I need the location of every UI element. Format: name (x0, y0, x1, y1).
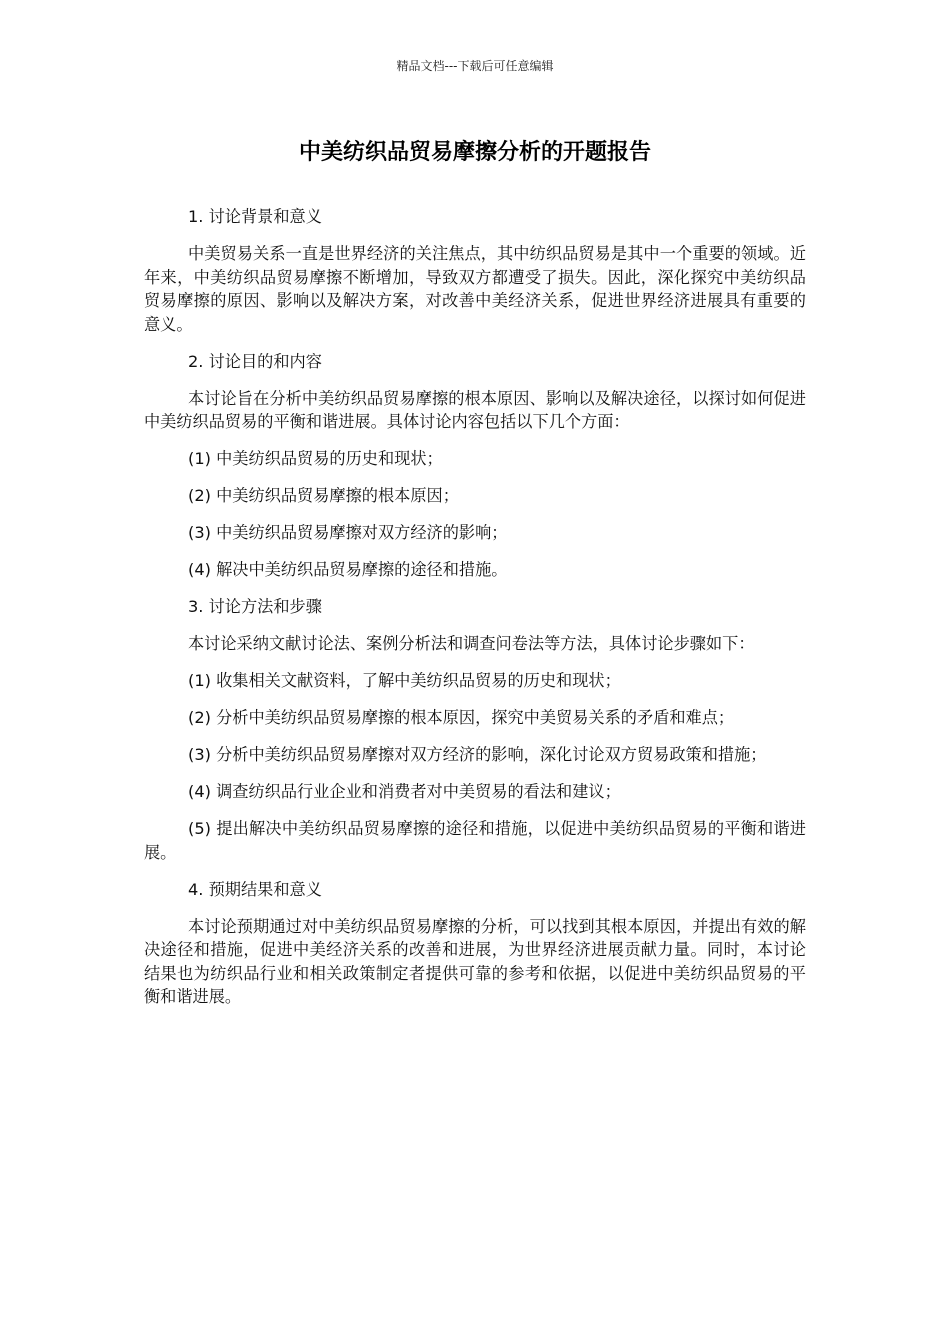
list-item-purpose-1: (1) 中美纺织品贸易的历史和现状； (188, 449, 443, 468)
list-item-step-3: (3) 分析中美纺织品贸易摩擦对双方经济的影响，深化讨论双方贸易政策和措施； (188, 745, 767, 764)
document-body (144, 205, 806, 1022)
list-item-step-1: (1) 收集相关文献资料，了解中美纺织品贸易的历史和现状； (188, 671, 621, 690)
section-heading-methods: 3. 讨论方法和步骤 (188, 597, 322, 616)
section-heading-background: 1. 讨论背景和意义 (188, 207, 322, 226)
list-item-step-4: (4) 调查纺织品行业企业和消费者对中美贸易的看法和建议； (188, 782, 621, 801)
page-header-watermark: 精品文档---下载后可任意编辑 (396, 59, 554, 73)
paragraph-expected-results: 本讨论预期通过对中美纺织品贸易摩擦的分析，可以找到其根本原因，并提出有效的解决途径和措施，促进中美经济关系的改善和进展，为世界经济进展贡献力量。同时，本讨论结果也为纺织品行业和相关政策制定者提供可靠的参考和依据，以促进中美纺织品贸易的平衡和谐进展。 (144, 916, 806, 1006)
list-item-purpose-2: (2) 中美纺织品贸易摩擦的根本原因； (188, 486, 459, 505)
paragraph-methods: 本讨论采纳文献讨论法、案例分析法和调查问卷法等方法，具体讨论步骤如下： (188, 634, 755, 653)
section-heading-purpose: 2. 讨论目的和内容 (188, 351, 322, 371)
paragraph-background: 中美贸易关系一直是世界经济的关注焦点，其中纺织品贸易是其中一个重要的领域。近年来，中美纺织品贸易摩擦不断增加，导致双方都遭受了损失。因此，深化探究中美纺织品贸易摩擦的原因、影响以及解决方案，对改善中美经济关系，促进世界经济进展具有重要的意义。 (144, 244, 806, 334)
section-heading-expected-results: 4. 预期结果和意义 (188, 879, 322, 899)
list-item-step-5: (5) 提出解决中美纺织品贸易摩擦的途径和措施，以促进中美纺织品贸易的平衡和谐进展。 (144, 819, 806, 862)
list-item-purpose-4: (4) 解决中美纺织品贸易摩擦的途径和措施。 (188, 560, 508, 579)
list-item-purpose-3: (3) 中美纺织品贸易摩擦对双方经济的影响； (188, 523, 508, 542)
document-title: 中美纺织品贸易摩擦分析的开题报告 (298, 140, 651, 165)
paragraph-purpose: 本讨论旨在分析中美纺织品贸易摩擦的根本原因、影响以及解决途径，以探讨如何促进中美纺织品贸易的平衡和谐进展。具体讨论内容包括以下几个方面： (144, 388, 806, 431)
list-item-step-2: (2) 分析中美纺织品贸易摩擦的根本原因，探究中美贸易关系的矛盾和难点； (188, 708, 735, 727)
